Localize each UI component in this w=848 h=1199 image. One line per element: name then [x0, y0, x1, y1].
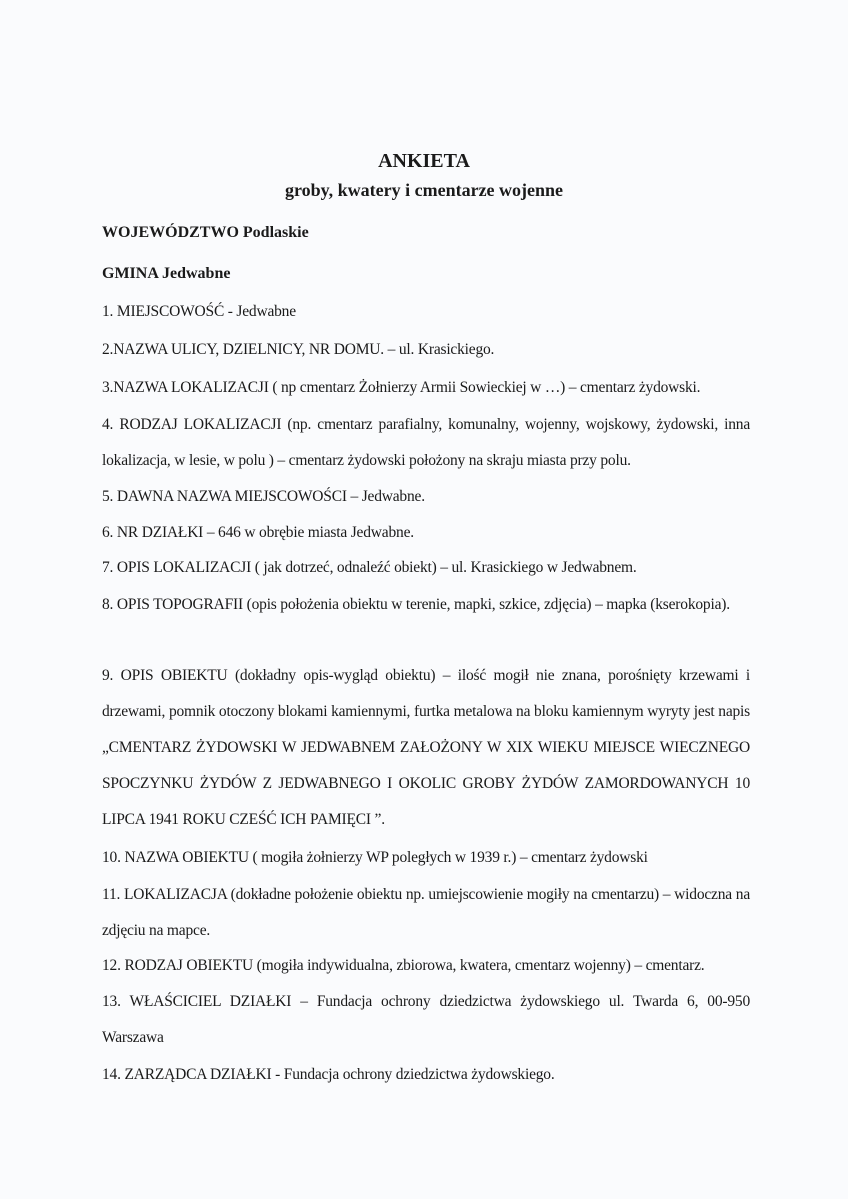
survey-item-9: 9. OPIS OBIEKTU (dokładny opis-wygląd obiektu) – ilość mogił nie znana, porośnięty krzewami i drzewami, pomnik otoczony blokami kamiennymi, furtka metalowa na bloku kamiennym wyryty jest napis „CMENTARZ ŻYDOWSKI W JEDWABNEM ZAŁOŻONY W XIX WIEKU MIEJSCE WIECZNEGO SPOCZYNKU ŻYDÓW Z JEDWABNEGO I OKOLIC GROBY ŻYDÓW ZAMORDOWANYCH 10 LIPCA 1941 ROKU CZEŚĆ ICH PAMIĘCI ”. [102, 667, 750, 828]
document-title: ANKIETA [378, 150, 470, 172]
survey-item-4: 4. RODZAJ LOKALIZACJI (np. cmentarz parafialny, komunalny, wojenny, wojskowy, żydowski, inna lokalizacja, w lesie, w polu ) – cmentarz żydowski położony na skraju miasta przy polu. [102, 416, 750, 469]
survey-item-3: 3.NAZWA LOKALIZACJI ( np cmentarz Żołnierzy Armii Sowieckiej w …) – cmentarz żydowski. [102, 379, 701, 396]
survey-item-12: 12. RODZAJ OBIEKTU (mogiła indywidualna, zbiorowa, kwatera, cmentarz wojenny) – cmentarz. [102, 957, 705, 974]
survey-item-6: 6. NR DZIAŁKI – 646 w obrębie miasta Jedwabne. [102, 524, 414, 541]
survey-item-7: 7. OPIS LOKALIZACJI ( jak dotrzeć, odnaleźć obiekt) – ul. Krasickiego w Jedwabnem. [102, 559, 637, 576]
voivodeship-heading: WOJEWÓDZTWO Podlaskie [102, 224, 309, 241]
survey-item-13: 13. WŁAŚCICIEL DZIAŁKI – Fundacja ochrony dziedzictwa żydowskiego ul. Twarda 6, 00-950 Warszawa [102, 993, 750, 1046]
survey-item-5: 5. DAWNA NAZWA MIEJSCOWOŚCI – Jedwabne. [102, 488, 425, 505]
survey-item-10: 10. NAZWA OBIEKTU ( mogiła żołnierzy WP poległych w 1939 r.) – cmentarz żydowski [102, 849, 648, 866]
commune-heading: GMINA Jedwabne [102, 265, 231, 282]
document-subtitle: groby, kwatery i cmentarze wojenne [284, 180, 564, 200]
survey-item-14: 14. ZARZĄDCA DZIAŁKI - Fundacja ochrony dziedzictwa żydowskiego. [102, 1066, 555, 1083]
survey-item-11: 11. LOKALIZACJA (dokładne położenie obiektu np. umiejscowienie mogiły na cmentarzu) – widoczna na zdjęciu na mapce. [102, 886, 750, 939]
survey-item-8: 8. OPIS TOPOGRAFII (opis położenia obiektu w terenie, mapki, szkice, zdjęcia) – mapka (kserokopia). [102, 596, 730, 613]
survey-item-1: 1. MIEJSCOWOŚĆ - Jedwabne [102, 303, 296, 320]
survey-item-2: 2.NAZWA ULICY, DZIELNICY, NR DOMU. – ul. Krasickiego. [102, 341, 495, 358]
